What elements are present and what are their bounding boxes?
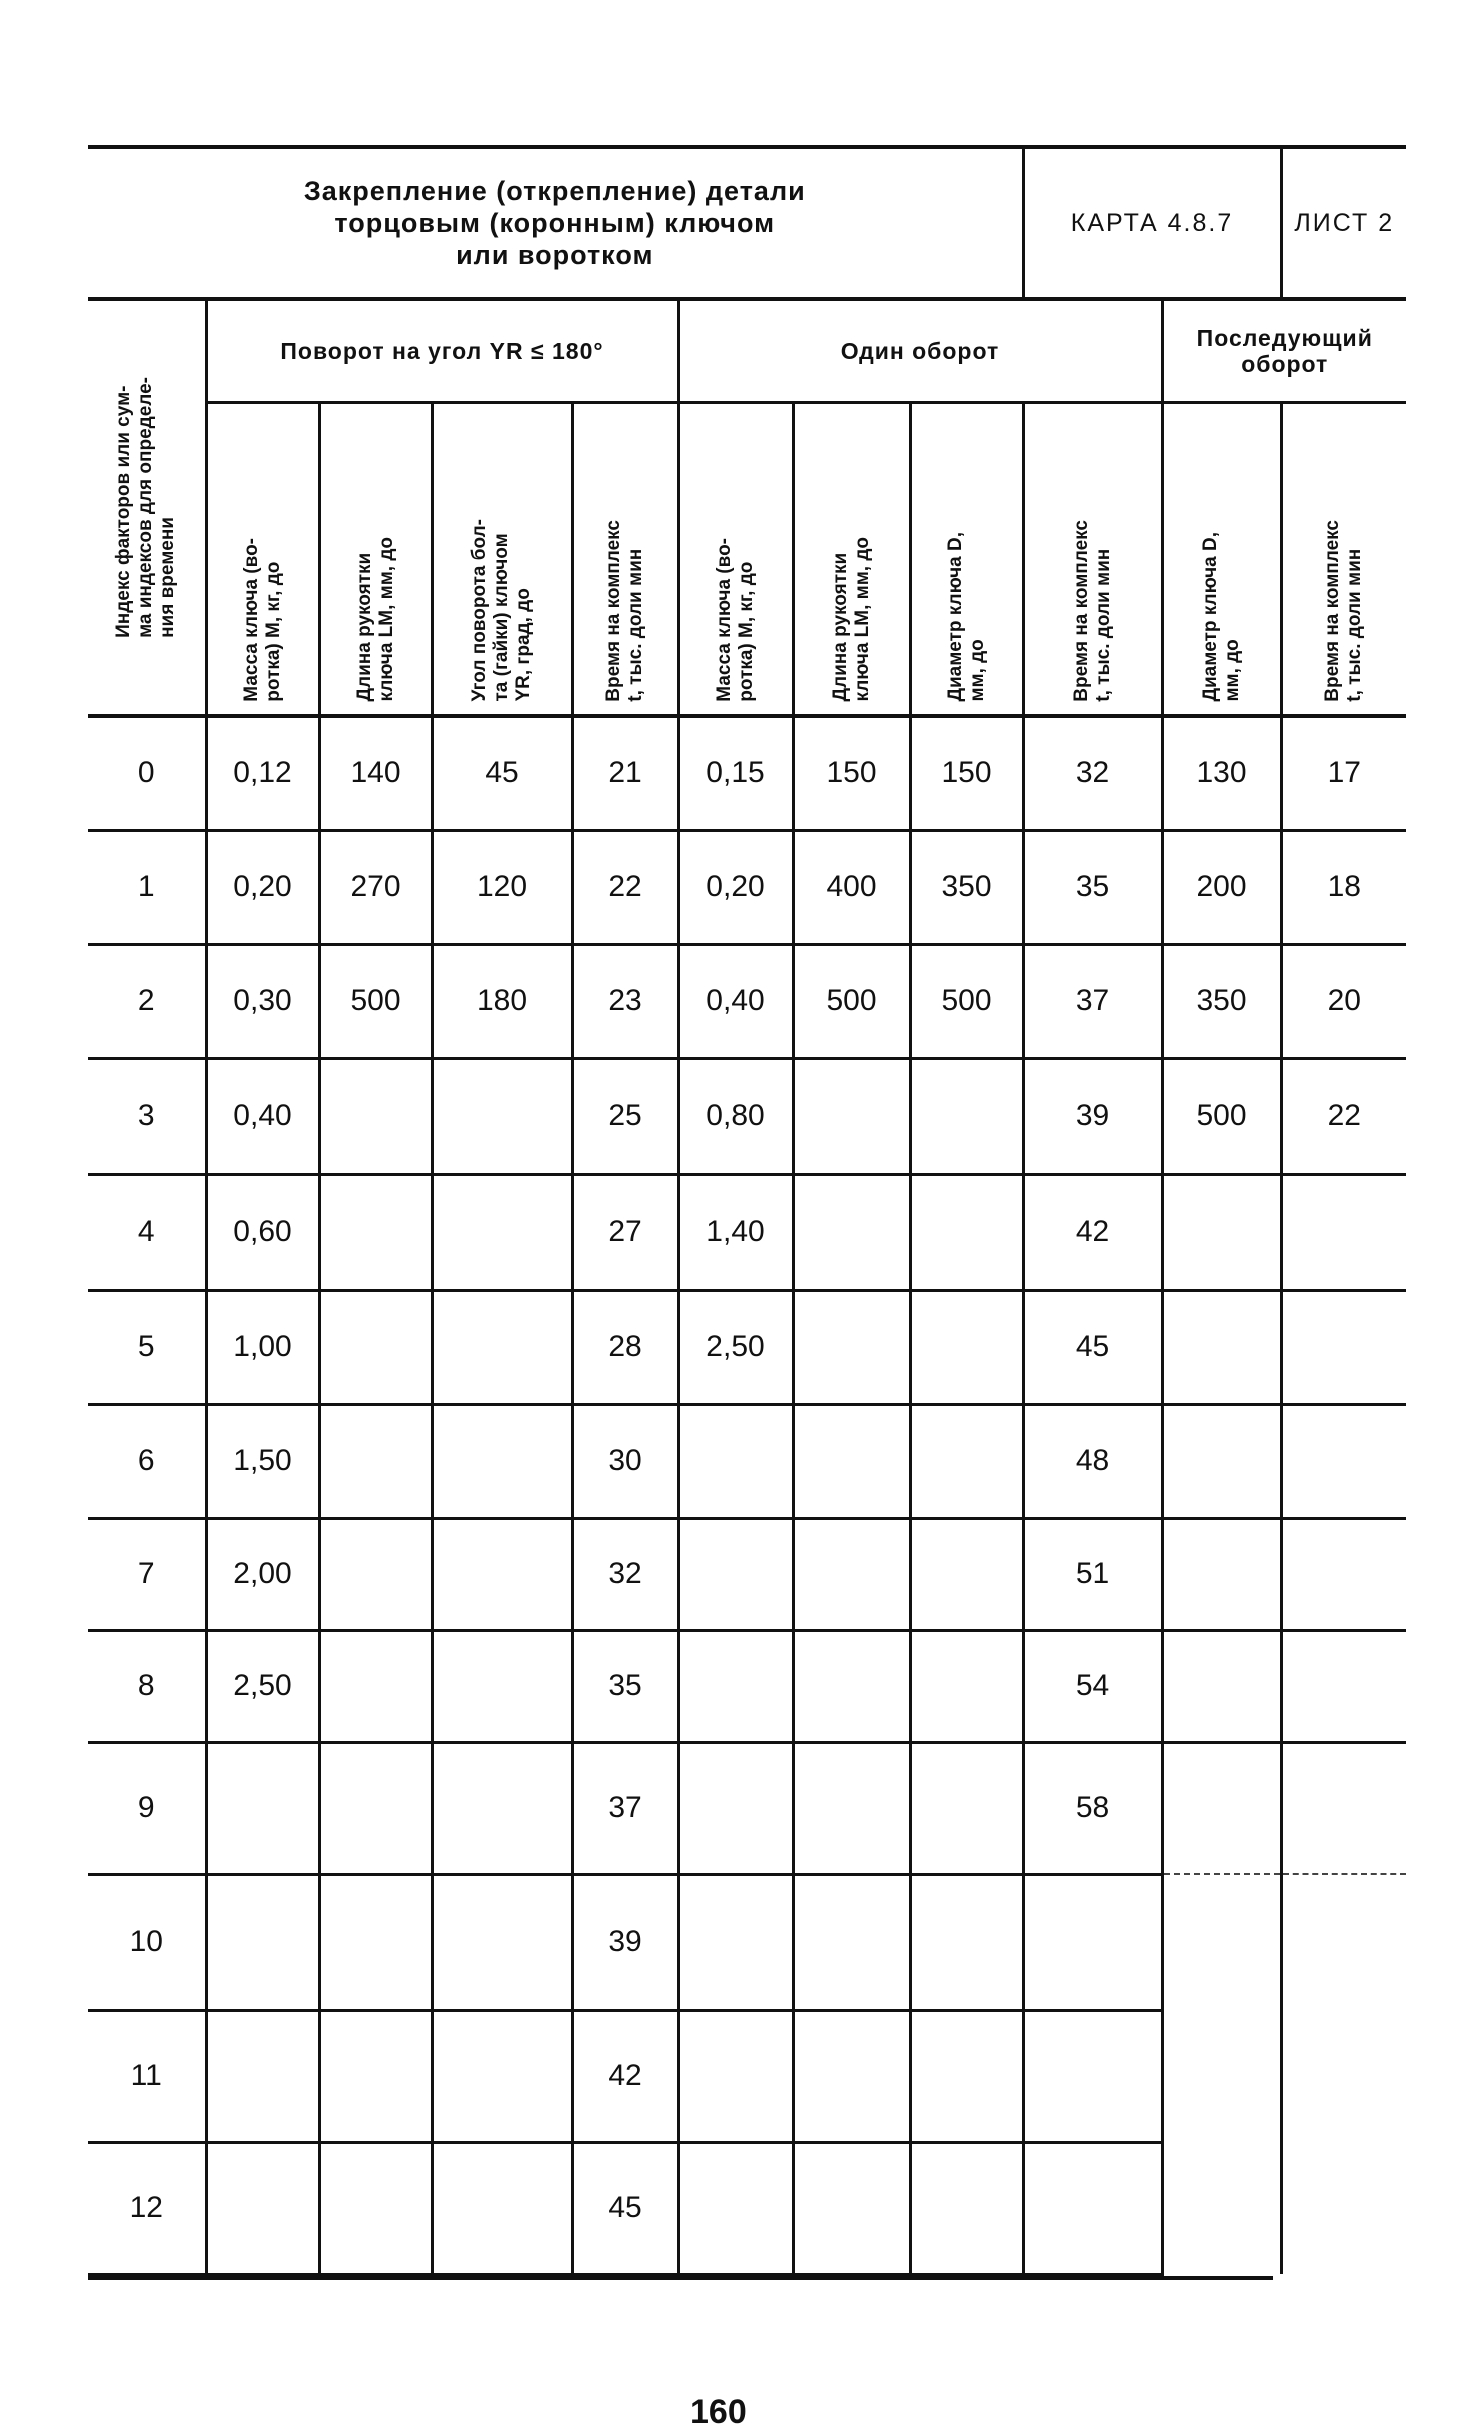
table-cell: 2,50 [206,1630,319,1742]
row-index-cell: 7 [88,1518,206,1630]
table-cell [1162,1518,1281,1630]
table-cell [1281,1874,1406,2010]
table-cell: 28 [572,1290,678,1404]
col-g3-time-label: Время на комплекс t, тыс. доли мин [1322,520,1366,702]
row-index-cell: 5 [88,1290,206,1404]
table-cell [910,1404,1023,1518]
table-cell: 30 [572,1404,678,1518]
table-cell: 37 [1023,944,1162,1058]
row-index-cell: 0 [88,716,206,830]
table-cell: 58 [1023,1742,1162,1874]
table-row [88,2010,1406,2142]
table-cell: 45 [572,2142,678,2274]
table-cell: 140 [319,716,432,830]
col-g3-diam [1162,403,1281,717]
table-cell [1162,1742,1281,1874]
table-cell: 23 [572,944,678,1058]
table-bottom-rule [88,2276,1273,2280]
table-cell: 21 [572,716,678,830]
row-index-cell: 9 [88,1742,206,1874]
table-cell [319,1630,432,1742]
table-cell [1281,2010,1406,2142]
table-cell [319,2010,432,2142]
table-cell: 400 [793,830,910,944]
col-g3-diam-label: Диаметр ключа D, мм, до [1199,532,1243,702]
table-cell: 27 [572,1174,678,1290]
card-title-line-3: или воротком [456,240,654,270]
table-cell [793,1630,910,1742]
table-cell [1162,2142,1281,2274]
table-cell [319,1174,432,1290]
table-cell: 48 [1023,1404,1162,1518]
col-g2-time [1023,403,1162,717]
col-g1-time [572,403,678,717]
table-row [88,1404,1406,1518]
table-cell: 500 [793,944,910,1058]
table-cell [1023,2010,1162,2142]
table-cell [432,1518,572,1630]
table-row [88,1630,1406,1742]
table-cell: 180 [432,944,572,1058]
title-row [88,147,1406,299]
header-group-row [88,299,1406,403]
table-cell: 22 [572,830,678,944]
table-cell: 1,00 [206,1290,319,1404]
table-cell [206,2142,319,2274]
col-g1-length [319,403,432,717]
table-cell [432,1404,572,1518]
table-row [88,830,1406,944]
table-cell [1281,2142,1406,2274]
col-g1-mass [206,403,319,717]
row-index-cell: 1 [88,830,206,944]
col-g2-mass-label: Масса ключа (во- ротка) М, кг, до [713,538,757,702]
table-cell: 0,80 [678,1058,793,1174]
row-index-cell: 3 [88,1058,206,1174]
table-cell [206,1742,319,1874]
table-cell [793,1290,910,1404]
table-row [88,1518,1406,1630]
table-cell [319,1874,432,2010]
table-cell: 0,40 [206,1058,319,1174]
table-cell: 2,00 [206,1518,319,1630]
table-cell: 0,20 [678,830,793,944]
table-cell [678,2142,793,2274]
table-cell: 25 [572,1058,678,1174]
table-cell: 51 [1023,1518,1162,1630]
table-cell [432,1742,572,1874]
table-cell: 350 [1162,944,1281,1058]
table-cell: 200 [1162,830,1281,944]
table-cell [432,1058,572,1174]
table-cell: 54 [1023,1630,1162,1742]
table-cell: 2,50 [678,1290,793,1404]
table-cell [910,1174,1023,1290]
row-index-cell: 2 [88,944,206,1058]
table-cell [793,1404,910,1518]
table-cell [1281,1630,1406,1742]
col-g3-time [1281,403,1406,717]
table-cell [793,2010,910,2142]
table-cell [1162,2010,1281,2142]
table-cell: 22 [1281,1058,1406,1174]
header-sub-row [88,403,1406,717]
card-number: КАРТА 4.8.7 [1023,147,1281,299]
table-cell: 42 [572,2010,678,2142]
table-cell [319,1404,432,1518]
table-row [88,1058,1406,1174]
table-cell [1281,1174,1406,1290]
table-cell [1162,1404,1281,1518]
table-cell: 45 [1023,1290,1162,1404]
table-cell: 35 [572,1630,678,1742]
table-cell [206,1874,319,2010]
table-cell: 130 [1162,716,1281,830]
table-cell: 1,50 [206,1404,319,1518]
group-one-turn-header: Один оборот [678,299,1162,403]
card-title [88,147,1023,299]
col-g2-diam [910,403,1023,717]
table-cell [910,1742,1023,1874]
table-row [88,944,1406,1058]
table-cell [432,1874,572,2010]
table-cell: 0,40 [678,944,793,1058]
table-cell: 32 [1023,716,1162,830]
table-cell: 42 [1023,1174,1162,1290]
table-cell: 0,20 [206,830,319,944]
table-cell: 45 [432,716,572,830]
page-number: 160 [690,2393,747,2431]
table-cell [1023,2142,1162,2274]
norm-card-sheet [88,145,1406,2276]
table-cell: 32 [572,1518,678,1630]
table-cell: 39 [572,1874,678,2010]
table-cell [1281,1742,1406,1874]
table-cell: 35 [1023,830,1162,944]
col-g1-time-label: Время на комплекс t, тыс. доли мин [603,520,646,702]
col-g1-mass-label: Масса ключа (во- ротка) М, кг, до [240,538,284,702]
table-cell: 0,15 [678,716,793,830]
table-cell: 500 [1162,1058,1281,1174]
table-cell [1162,1290,1281,1404]
table-row [88,2142,1406,2274]
table-body [88,716,1406,2274]
sheet-number: ЛИСТ 2 [1281,147,1406,299]
row-index-cell: 10 [88,1874,206,2010]
col-g2-diam-label: Диаметр ключа D, мм, до [944,532,988,702]
table-cell [432,1290,572,1404]
table-cell [432,1630,572,1742]
table-cell [319,1742,432,1874]
table-cell: 0,30 [206,944,319,1058]
table-cell [678,2010,793,2142]
table-cell: 20 [1281,944,1406,1058]
table-row [88,1174,1406,1290]
col-g1-angle [432,403,572,717]
table-cell: 350 [910,830,1023,944]
table-cell [793,2142,910,2274]
table-cell: 17 [1281,716,1406,830]
table-cell [319,1518,432,1630]
index-column-label: Индекс факторов или сум- ма индексов для определе- ния времени [113,377,179,638]
table-cell [910,1518,1023,1630]
table-cell [793,1174,910,1290]
table-cell [1162,1630,1281,1742]
table-cell: 500 [319,944,432,1058]
table-cell [1281,1290,1406,1404]
table-cell [678,1630,793,1742]
table-cell: 500 [910,944,1023,1058]
norm-table [88,145,1406,2276]
table-cell [432,2010,572,2142]
col-g2-mass [678,403,793,717]
table-cell [432,1174,572,1290]
table-cell [319,1058,432,1174]
row-index-cell: 6 [88,1404,206,1518]
group-next-turn-header: Последующий оборот [1162,299,1406,403]
table-cell [1281,1518,1406,1630]
table-cell [1023,1874,1162,2010]
table-cell [319,2142,432,2274]
table-row [88,716,1406,830]
card-title-line-1: Закрепление (открепление) детали [303,176,806,206]
table-cell: 150 [793,716,910,830]
table-cell: 120 [432,830,572,944]
table-cell: 270 [319,830,432,944]
table-cell [1281,1404,1406,1518]
table-cell [1162,1174,1281,1290]
table-cell [678,1404,793,1518]
table-cell [793,1058,910,1174]
card-title-line-2: торцовым (коронным) ключом [334,208,776,238]
table-cell: 150 [910,716,1023,830]
table-cell [910,1058,1023,1174]
col-g2-length [793,403,910,717]
table-row [88,1874,1406,2010]
col-g2-time-label: Время на комплекс t, тыс. доли мин [1070,520,1114,702]
table-cell [678,1874,793,2010]
table-cell [910,1874,1023,2010]
table-cell [910,1290,1023,1404]
col-g1-length-label: Длина рукоятки ключа LM, мм, до [353,537,397,702]
table-cell [319,1290,432,1404]
table-row [88,1290,1406,1404]
table-cell [910,1630,1023,1742]
col-g2-length-label: Длина рукоятки ключа LM, мм, до [829,537,873,702]
group-rotation-header: Поворот на угол YR ≤ 180° [206,299,678,403]
index-column-header [88,299,206,716]
table-cell [793,1518,910,1630]
row-index-cell: 11 [88,2010,206,2142]
table-cell: 37 [572,1742,678,1874]
table-cell [678,1742,793,1874]
table-row [88,1742,1406,1874]
table-cell [1162,1874,1281,2010]
table-cell: 39 [1023,1058,1162,1174]
table-cell [678,1518,793,1630]
table-cell: 0,60 [206,1174,319,1290]
table-cell [910,2142,1023,2274]
table-cell [793,1742,910,1874]
table-cell: 18 [1281,830,1406,944]
table-cell [432,2142,572,2274]
table-cell [793,1874,910,2010]
row-index-cell: 8 [88,1630,206,1742]
col-g1-angle-label: Угол поворота бол- та (гайки) ключом YR, град, до [469,519,534,702]
table-cell: 1,40 [678,1174,793,1290]
table-cell [910,2010,1023,2142]
row-index-cell: 12 [88,2142,206,2274]
table-cell [206,2010,319,2142]
row-index-cell: 4 [88,1174,206,1290]
table-cell: 0,12 [206,716,319,830]
